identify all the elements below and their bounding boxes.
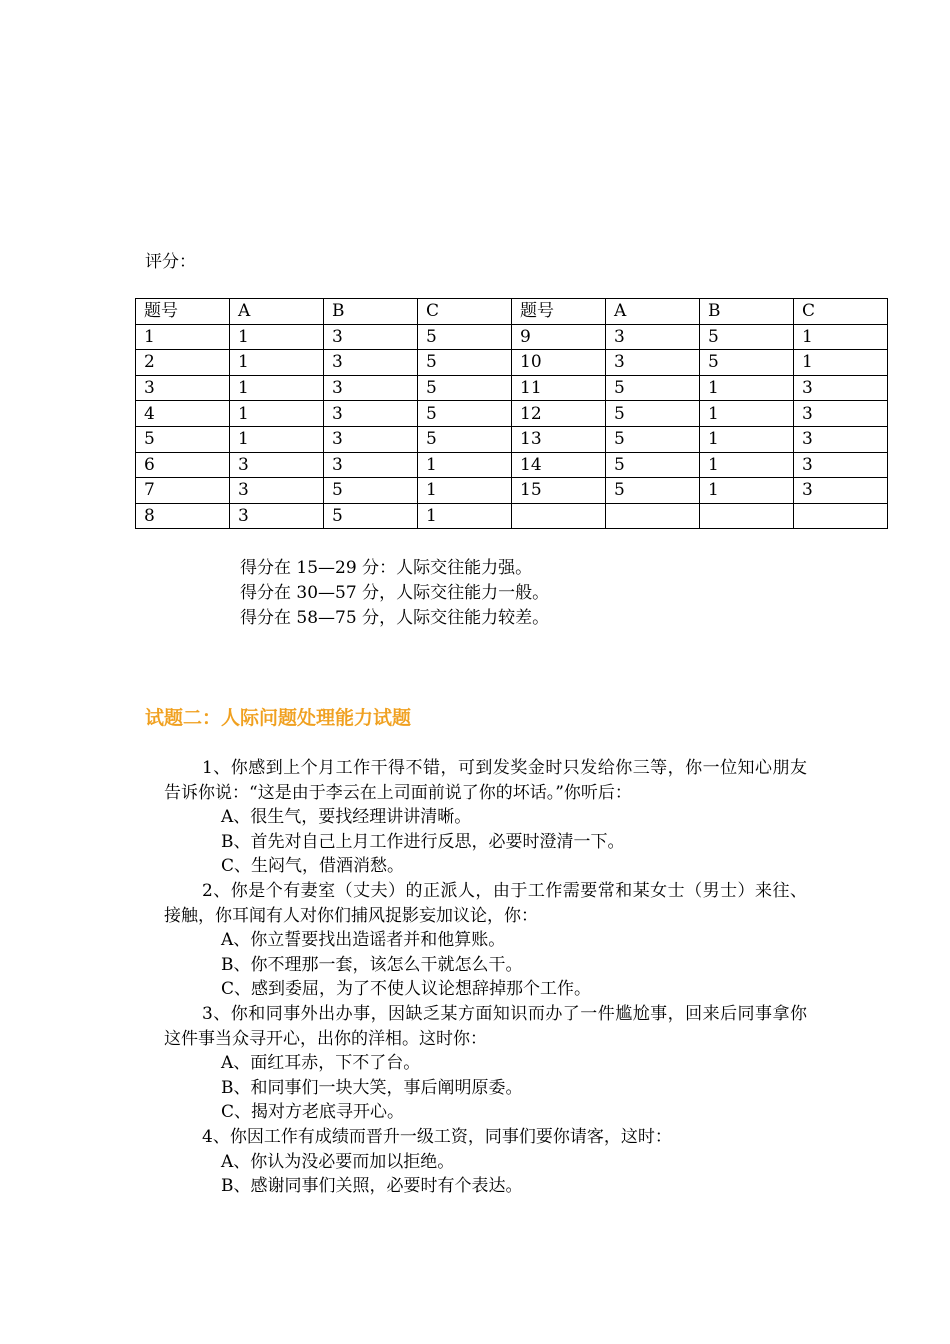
table-cell: 3 xyxy=(230,478,324,504)
table-cell: 5 xyxy=(418,350,512,376)
table-cell: 1 xyxy=(136,324,230,350)
table-cell: 1 xyxy=(794,350,888,376)
table-cell: 5 xyxy=(700,350,794,376)
table-cell: 5 xyxy=(418,375,512,401)
table-header-cell: B xyxy=(324,299,418,325)
table-cell: 9 xyxy=(512,324,606,350)
option-item: B、和同事们一块大笑，事后阐明原委。 xyxy=(221,1077,523,1098)
table-cell: 3 xyxy=(794,401,888,427)
table-row xyxy=(136,503,888,529)
table-cell: 5 xyxy=(606,375,700,401)
table-cell: 3 xyxy=(794,452,888,478)
table-cell: 1 xyxy=(700,401,794,427)
table-cell: 5 xyxy=(700,324,794,350)
question-text: 2、你是个有妻室（丈夫）的正派人，由于工作需要常和某女士（男士）来往、接触，你耳闻有人对你们捕风捉影妄加议论，你： xyxy=(164,880,807,926)
table-cell: 3 xyxy=(324,426,418,452)
table-cell: 1 xyxy=(700,426,794,452)
table-cell: 3 xyxy=(794,375,888,401)
option-item: A、你认为没必要而加以拒绝。 xyxy=(221,1151,455,1172)
table-header-cell: 题号 xyxy=(512,299,606,325)
table-cell: 5 xyxy=(606,426,700,452)
table-cell: 3 xyxy=(324,401,418,427)
table-cell: 3 xyxy=(230,503,324,529)
table-cell: 1 xyxy=(418,503,512,529)
score-results xyxy=(240,556,549,631)
table-cell: 1 xyxy=(230,426,324,452)
table-row xyxy=(136,375,888,401)
table-cell: 3 xyxy=(230,452,324,478)
table-cell: 3 xyxy=(324,375,418,401)
table-header-cell: 题号 xyxy=(136,299,230,325)
section-title: 试题二：人际问题处理能力试题 xyxy=(145,707,412,729)
option-item: B、感谢同事们关照，必要时有个表达。 xyxy=(221,1176,523,1197)
table-header-cell: A xyxy=(606,299,700,325)
table-header-row xyxy=(136,299,888,325)
table-cell: 1 xyxy=(794,324,888,350)
table-cell: 5 xyxy=(136,426,230,452)
result-line: 得分在 58—75 分，人际交往能力较差。 xyxy=(240,608,550,628)
table-cell: 5 xyxy=(606,401,700,427)
option-item: C、生闷气，借酒消愁。 xyxy=(221,856,405,877)
question-list xyxy=(164,756,807,1199)
table-row xyxy=(136,478,888,504)
table-cell: 5 xyxy=(606,452,700,478)
table-cell: 1 xyxy=(700,375,794,401)
table-cell: 15 xyxy=(512,478,606,504)
table-cell: 1 xyxy=(230,350,324,376)
table-cell: 4 xyxy=(136,401,230,427)
table-cell: 5 xyxy=(606,478,700,504)
scoring-table xyxy=(135,298,888,529)
table-row xyxy=(136,324,888,350)
result-line: 得分在 30—57 分，人际交往能力一般。 xyxy=(240,583,550,603)
table-header-cell: C xyxy=(418,299,512,325)
table-cell: 6 xyxy=(136,452,230,478)
table-cell: 3 xyxy=(324,324,418,350)
table-cell: 1 xyxy=(418,478,512,504)
table-header-cell: B xyxy=(700,299,794,325)
table-cell: 1 xyxy=(230,375,324,401)
table-cell xyxy=(794,503,888,529)
table-cell: 3 xyxy=(794,426,888,452)
table-cell: 3 xyxy=(324,452,418,478)
option-item: A、很生气，要找经理讲讲清晰。 xyxy=(221,807,472,828)
table-cell: 3 xyxy=(136,375,230,401)
table-row xyxy=(136,401,888,427)
table-cell xyxy=(606,503,700,529)
table-cell: 3 xyxy=(606,350,700,376)
table-cell: 5 xyxy=(324,503,418,529)
table-cell: 2 xyxy=(136,350,230,376)
table-cell: 1 xyxy=(230,401,324,427)
table-cell: 13 xyxy=(512,426,606,452)
table-cell: 8 xyxy=(136,503,230,529)
option-item: B、首先对自己上月工作进行反思，必要时澄清一下。 xyxy=(221,831,625,852)
table-cell: 5 xyxy=(324,478,418,504)
scoring-label: 评分： xyxy=(145,252,196,272)
table-cell: 1 xyxy=(700,452,794,478)
table-cell: 11 xyxy=(512,375,606,401)
option-item: A、面红耳赤，下不了台。 xyxy=(221,1053,421,1074)
table-cell xyxy=(700,503,794,529)
table-header-cell: C xyxy=(794,299,888,325)
option-item: C、感到委屈，为了不使人议论想辞掉那个工作。 xyxy=(221,979,592,1000)
table-cell: 5 xyxy=(418,426,512,452)
table-cell: 10 xyxy=(512,350,606,376)
table-cell: 7 xyxy=(136,478,230,504)
table-row xyxy=(136,350,888,376)
table-row xyxy=(136,426,888,452)
table-cell: 1 xyxy=(418,452,512,478)
question-text: 1、你感到上个月工作干得不错，可到发奖金时只发给你三等，你一位知心朋友告诉你说：“这是由于李云在上司面前说了你的坏话。”你听后： xyxy=(164,758,807,803)
table-cell xyxy=(512,503,606,529)
table-cell: 3 xyxy=(606,324,700,350)
table-cell: 3 xyxy=(324,350,418,376)
table-cell: 5 xyxy=(418,324,512,350)
table-cell: 1 xyxy=(700,478,794,504)
option-item: C、揭对方老底寻开心。 xyxy=(221,1102,405,1123)
table-cell: 1 xyxy=(230,324,324,350)
table-cell: 5 xyxy=(418,401,512,427)
table-cell: 12 xyxy=(512,401,606,427)
result-line: 得分在 15—29 分：人际交往能力强。 xyxy=(240,558,533,578)
table-header-cell: A xyxy=(230,299,324,325)
table-row xyxy=(136,452,888,478)
option-item: B、你不理那一套，该怎么干就怎么干。 xyxy=(221,954,523,975)
table-cell: 3 xyxy=(794,478,888,504)
question-text: 3、你和同事外出办事，因缺乏某方面知识而办了一件尴尬事，回来后同事拿你这件事当众寻开心，出你的洋相。这时你： xyxy=(164,1003,807,1049)
option-item: A、你立誓要找出造谣者并和他算账。 xyxy=(221,930,506,951)
question-text: 4、你因工作有成绩而晋升一级工资，同事们要你请客，这时： xyxy=(202,1126,672,1147)
table-cell: 14 xyxy=(512,452,606,478)
